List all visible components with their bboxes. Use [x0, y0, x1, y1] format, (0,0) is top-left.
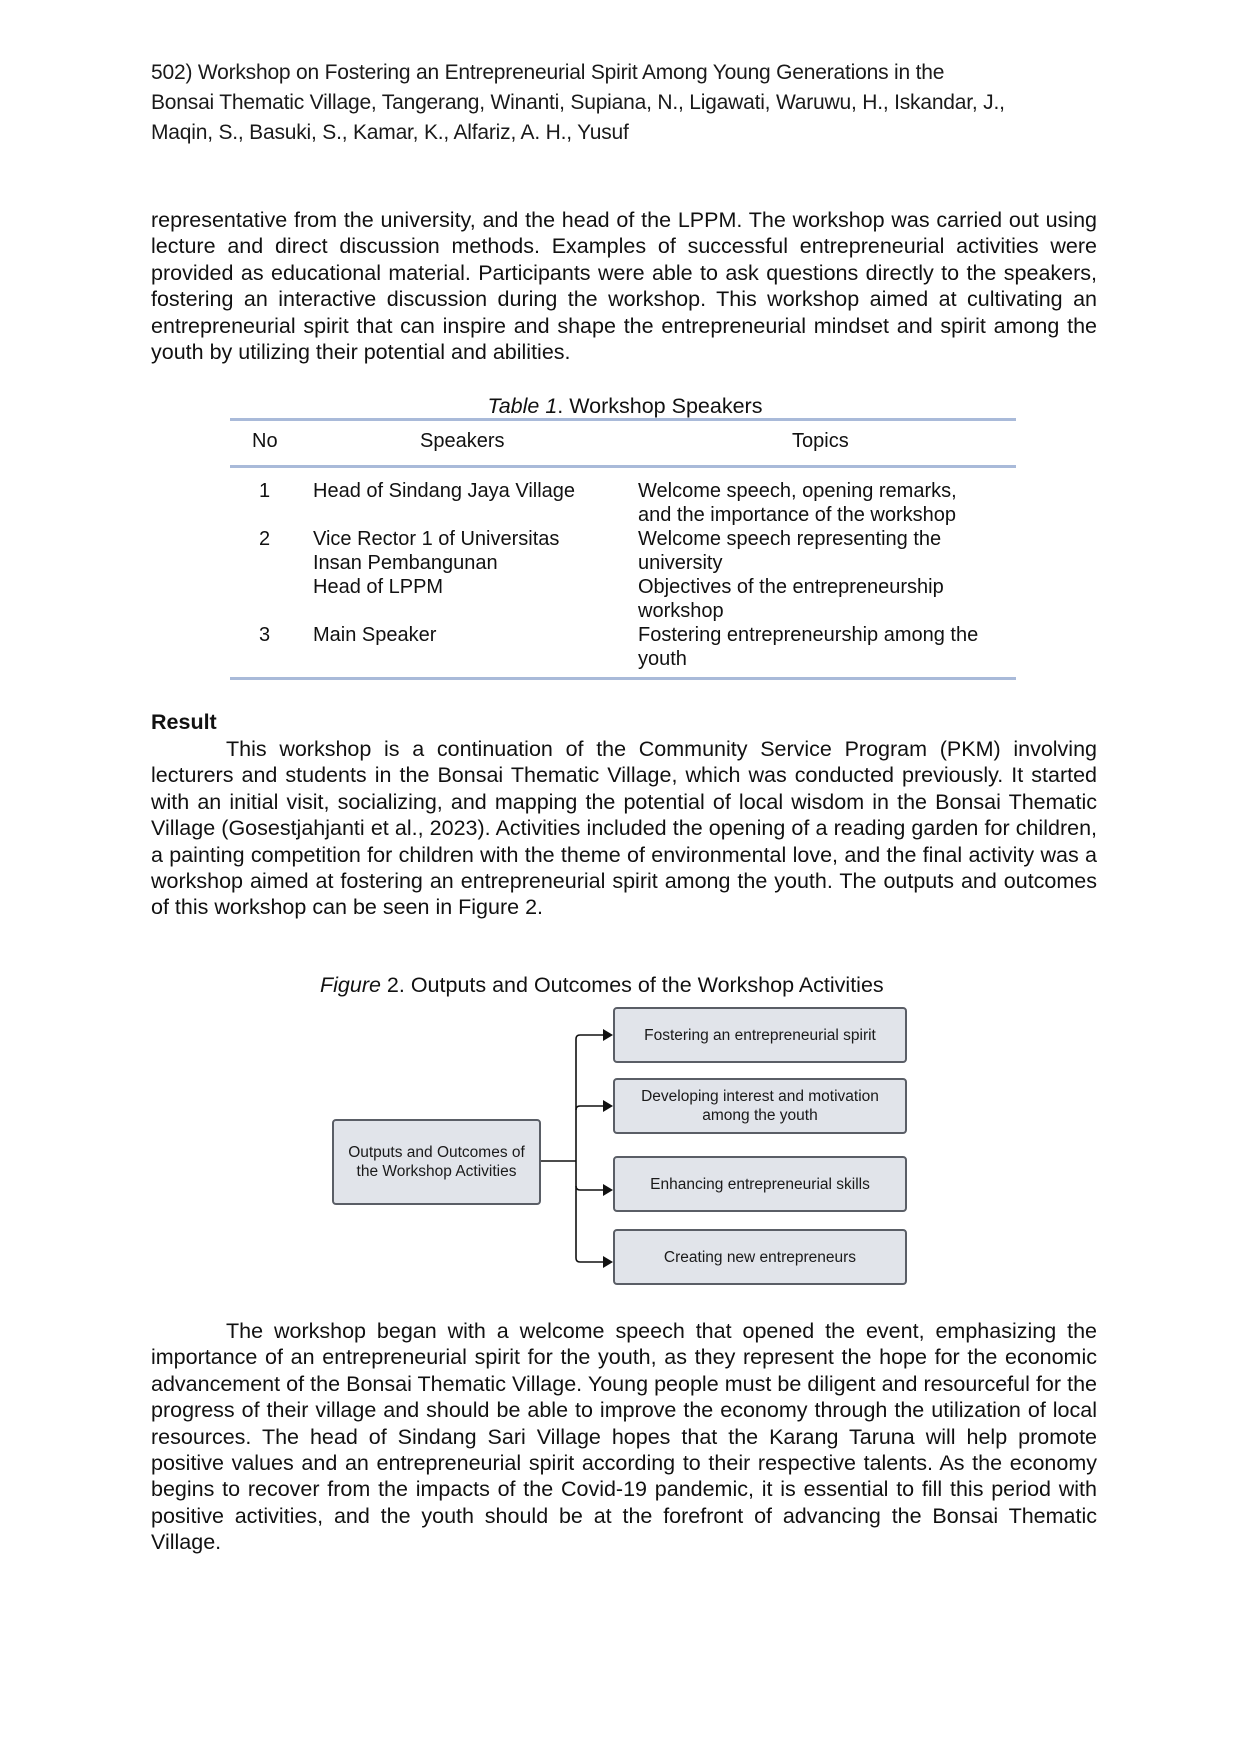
- row-no: 3: [259, 624, 271, 646]
- row-topic-line-2: youth: [638, 648, 687, 670]
- child-node-2-line-1: Developing interest and motivation: [641, 1088, 879, 1105]
- figure-caption-label: Figure: [320, 973, 381, 997]
- figure-child-node-1: [613, 1007, 907, 1063]
- child-node-2-line-2: among the youth: [702, 1107, 818, 1124]
- row-speaker: Main Speaker: [313, 624, 437, 646]
- table-caption-label: Table 1: [487, 394, 558, 418]
- section-heading-result: Result: [151, 710, 217, 734]
- row-topic-line-1: Fostering entrepreneurship among the: [638, 624, 979, 646]
- body-paragraph-3: The workshop began with a welcome speech that opened the event, emphasizing the importance of an entrepreneurial spirit for the youth, as they represent the hope for the economic advancement of the Bonsai Thematic Village. Young people must be diligent and resourceful for the progress of their village and should be able to improve the economy through the utilization of local resources. The head of Sindang Sari Village hopes that the Karang Taruna will help promote positive values and an entrepreneurial spirit according to their respective talents. As the economy begins to recover from the impacts of the Covid-19 pandemic, it is essential to fill this period with positive activities, and the youth should be at the forefront of advancing the Bonsai Thematic Village.: [151, 1319, 1097, 1555]
- row-speaker-line-2: Insan Pembangunan: [313, 552, 498, 574]
- figure-child-node-4: [613, 1229, 907, 1285]
- child-node-1-text: Fostering an entrepreneurial spirit: [644, 1026, 876, 1044]
- table-caption-text: . Workshop Speakers: [557, 394, 763, 418]
- row-topic-line-2: university: [638, 552, 723, 574]
- child-node-3-text: Enhancing entrepreneurial skills: [650, 1175, 870, 1193]
- root-node-line-1: Outputs and Outcomes of: [348, 1144, 525, 1161]
- figure-child-node-2: [613, 1078, 907, 1134]
- child-node-4-text: Creating new entrepreneurs: [663, 1248, 857, 1266]
- row-topic-line-2: workshop: [638, 600, 724, 622]
- body-paragraph-1: representative from the university, and the head of the LPPM. The workshop was carried out using lecture and direct discussion methods. Examples of successful entrepreneurial activities were provided as educational material. Participants were able to ask questions directly to the speakers, fostering an interactive discussion during the workshop. This workshop aimed at cultivating an entrepreneurial spirit that can inspire and shape the entrepreneurial mindset and spirit among the youth by utilizing their potential and abilities.: [151, 208, 1097, 365]
- row-topic-line-1: Welcome speech representing the: [638, 528, 942, 550]
- figure-root-node: [332, 1119, 541, 1205]
- row-topic-line-1: Objectives of the entrepreneurship: [638, 576, 944, 598]
- header-line-2: Bonsai Thematic Village, Tangerang, Winanti, Supiana, N., Ligawati, Waruwu, H., Iskandar, J.,: [151, 91, 1005, 114]
- table-header-speakers: Speakers: [420, 430, 505, 452]
- header-line-1: 502) Workshop on Fostering an Entrepreneurial Spirit Among Young Generations in the: [151, 61, 945, 84]
- table-header-topics: Topics: [792, 430, 849, 452]
- row-no: 2: [259, 528, 271, 550]
- figure-child-node-3: [613, 1156, 907, 1212]
- body-paragraph-2: This workshop is a continuation of the Community Service Program (PKM) involving lecturers and students in the Bonsai Thematic Village, which was conducted previously. It started with an initial visit, socializing, and mapping the potential of local wisdom in the Bonsai Thematic Village (Gosestjahjanti et al., 2023). Activities included the opening of a reading garden for children, a painting competition for children with the theme of environmental love, and the final activity was a workshop aimed at fostering an entrepreneurial spirit among the youth. The outputs and outcomes of this workshop can be seen in Figure 2.: [151, 737, 1097, 920]
- row-speaker: Head of LPPM: [313, 576, 444, 598]
- row-topic-line-2: and the importance of the workshop: [638, 504, 956, 526]
- header-line-3: Maqin, S., Basuki, S., Kamar, K., Alfariz, A. H., Yusuf: [151, 121, 629, 144]
- row-no: 1: [259, 480, 271, 502]
- root-node-line-2: the Workshop Activities: [356, 1163, 517, 1180]
- row-topic-line-1: Welcome speech, opening remarks,: [638, 480, 957, 502]
- table-header-no: No: [252, 430, 278, 452]
- figure-caption-text: 2. Outputs and Outcomes of the Workshop Activities: [380, 973, 884, 997]
- row-speaker: Head of Sindang Jaya Village: [313, 480, 576, 502]
- row-speaker-line-1: Vice Rector 1 of Universitas: [313, 528, 560, 550]
